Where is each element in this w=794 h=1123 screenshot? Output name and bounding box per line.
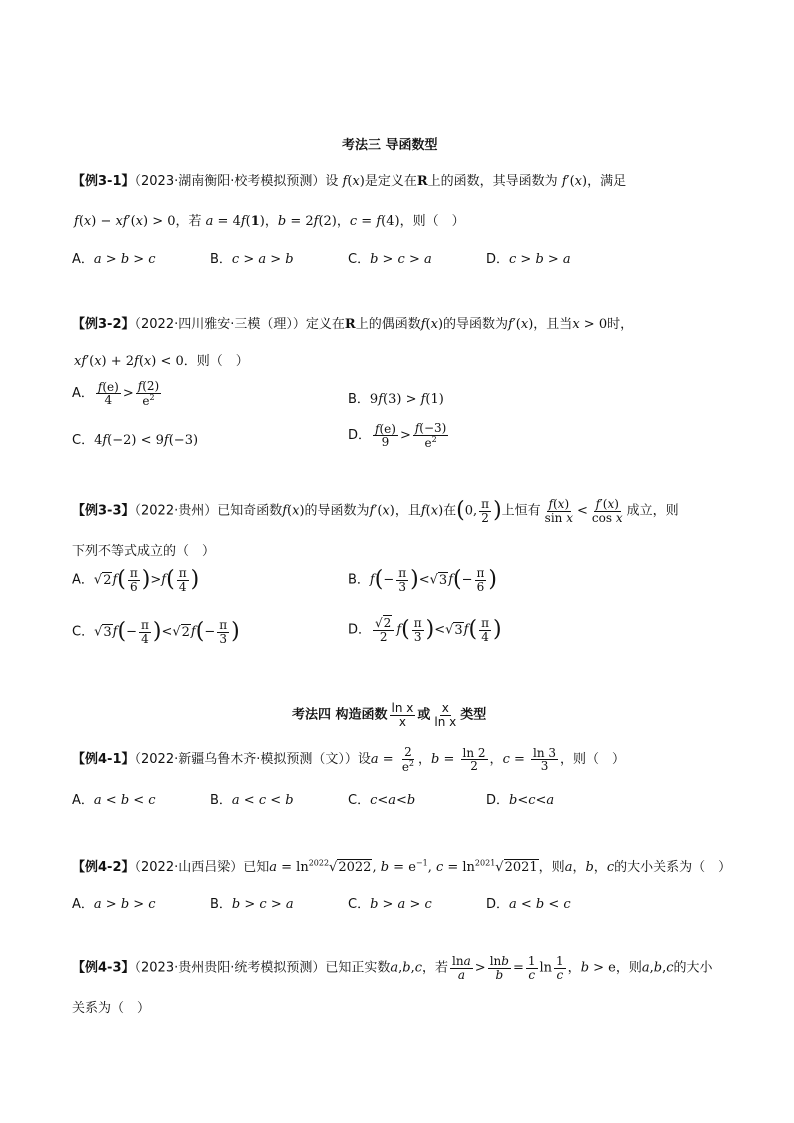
option-d[interactable]: D． $\frac{√2}{2}$ f( $\frac{\pi}{3}$ )<√3f( $\frac{\pi}{4}$ ) xyxy=(348,616,502,644)
section-title-4: 考法四 构造函数 $\frac{\text{ln x}}{x}$ 或 $\frac{x}{\text{ln x}}$ 类型 xyxy=(292,701,487,729)
example-3-3-line1: 【例3-3】（2022·贵州）已知奇函数f(x)的导函数为f′(x)，且f(x)在(0, $\frac{\pi}{2}$ )上恒有 $\frac{f(x)}{\text{sin x}}$ < $\frac{f'(x)}{\text{cos x}}$ 成立，则 xyxy=(72,497,679,525)
option-a[interactable]: A．a > b > c xyxy=(72,897,156,912)
example-3-2-line1: 【例3-2】（2022·四川雅安·三模（理））定义在R上的偶函数f(x)的导函数为f′(x)，且当x > 0时， xyxy=(72,317,634,332)
example-3-3-line2: 下列不等式成立的（ ） xyxy=(72,544,216,559)
option-c[interactable]: C．4f(−2) < 9f(−3) xyxy=(72,433,199,448)
option-b[interactable]: B．9f(3) > f(1) xyxy=(348,392,444,407)
option-b[interactable]: B．b > c > a xyxy=(210,897,294,912)
example-4-3-line1: 【例4-3】（2023·贵州贵阳·统考模拟预测）已知正实数a,b,c，若 $\frac{\ln a}{a}$ > $\frac{\ln b}{b}$ = $\frac{1}{c}$ ln $\frac{1}{c}$ ，b > e，则a,b,c的大小 xyxy=(72,954,713,982)
example-source: （2023·湖南衡阳·校考模拟预测） xyxy=(134,174,326,189)
option-b[interactable]: B．a < c < b xyxy=(210,793,294,808)
example-3-2-line2: xf′(x) + 2f(x) < 0．则（ ） xyxy=(74,354,249,369)
option-c[interactable]: C．√3f(− $\frac{\pi}{4}$ )<√2f(− $\frac{\pi}{3}$ ) xyxy=(72,618,240,646)
example-tag: 【例3-1】 xyxy=(72,174,135,189)
example-4-1-line1: 【例4-1】（2022·新疆乌鲁木齐·模拟预测（文））设a = $\frac{2}{e^2}$ ，b = $\frac{\ln 2}{2}$ ，c = $\frac{\ln 3}{3}$ ，则（ ） xyxy=(72,745,626,774)
example-4-2-line1: 【例4-2】（2022·山西吕梁）已知$a = \ln^{2022}√2022$, $b = e^{-1}$, $c = \ln^{2021}√2021$，则a，b，c的大小关系为（ ） xyxy=(72,858,732,875)
section-title-3: 考法三 导函数型 xyxy=(342,138,438,153)
example-3-1-line2: f(x) − xf′(x) > 0，若 a = 4f(1)，b = 2f(2)，c = f(4)，则（ ） xyxy=(74,214,465,229)
option-a[interactable]: A．a > b > c xyxy=(72,252,156,267)
example-4-3-line2: 关系为（ ） xyxy=(72,1001,151,1016)
option-d[interactable]: D．c > b > a xyxy=(486,252,571,267)
option-c[interactable]: C．c<a<b xyxy=(348,793,416,808)
option-a[interactable]: A． $\frac{f(e)}{4}$ > $\frac{f(2)}{e^2}$ xyxy=(72,379,160,408)
option-d[interactable]: D．a < b < c xyxy=(486,897,571,912)
option-d[interactable]: D．b<c<a xyxy=(486,793,555,808)
option-b[interactable]: B．f(− $\frac{\pi}{3}$ )<√3f(− $\frac{\pi}{6}$ ) xyxy=(348,566,497,594)
option-b[interactable]: B．c > a > b xyxy=(210,252,294,267)
option-d[interactable]: D． $\frac{f(e)}{9}$ > $\frac{f(-3)}{e^2}$ xyxy=(348,421,447,450)
option-c[interactable]: C．b > c > a xyxy=(348,252,432,267)
option-c[interactable]: C．b > a > c xyxy=(348,897,432,912)
example-3-1-line1: 【例3-1】（2023·湖南衡阳·校考模拟预测）设 f(x)是定义在R上的函数，其导函数为 f′(x)，满足 xyxy=(72,174,627,189)
option-a[interactable]: A．√2f( $\frac{\pi}{6}$ )>f( $\frac{\pi}{4}$ ) xyxy=(72,566,200,594)
option-a[interactable]: A．a < b < c xyxy=(72,793,156,808)
